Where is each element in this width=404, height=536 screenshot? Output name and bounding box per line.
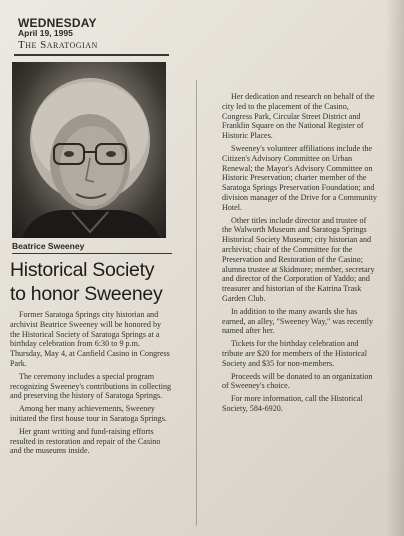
headline [10,258,175,306]
article-paragraph: Among her many achievements, Sweeney initiated the first house tour in Saratoga Springs. [10,404,167,423]
portrait-photo [12,62,166,238]
article-paragraph: Former Saratoga Springs city historian and archivist Beatrice Sweeney will be honored by the Historical Society of Saratoga Springs at a birthday celebration from 6:30 to 9 p.m. Thursday, May 4, at Canfield Casino in Congress Park. [10,310,170,368]
header-date: April 19, 1995 [18,28,73,38]
page-edge-shadow [386,0,404,536]
newspaper-name: The Saratogian [18,39,98,51]
header-rule [14,54,169,56]
article-paragraph: Other titles include director and trustee of the Walworth Museum and Saratoga Springs Historical Society Museum; city historian and archivist; chair of the Committee for the Preservation and Restoration of the Casino; alumna trustee at Skidmore; member, secretary and director of the Corporation of Yaddo; and treasurer and historian of the Katrina Trask Garden Club. [222,215,375,303]
portrait-illustration [12,62,166,238]
column-divider [196,80,197,526]
article-paragraph: For more information, call the Historical Society, 584-6920. [222,394,363,413]
article-paragraph: In addition to the many awards she has earned, an alley, "Sweeney Way," was recently named after her. [222,306,374,336]
article-paragraph: Her dedication and research on behalf of the city led to the placement of the Casino, Congress Park, Circular Street District and Franklin Square on the National Register of Historic Places. [222,92,375,141]
article-column-right [222,92,378,417]
headline-line-2: to honor Sweeney [10,283,163,305]
article-paragraph: Tickets for the birthday celebration and tribute are $20 for members of the Historical Society and $35 for non-members. [222,339,367,368]
header-day: WEDNESDAY [18,16,97,30]
article-paragraph: The ceremony includes a special program recognizing Sweeney's contributions in collecting and preserving the history of Saratoga Springs. [10,371,172,401]
caption-rule [12,253,172,254]
article-paragraph: Proceeds will be donated to an organization of Sweeney's choice. [222,371,373,391]
article-column-left [10,310,172,459]
article-paragraph: Her grant writing and fund-raising efforts resulted in restoration and repair of the Casino and the museums inside. [10,426,161,456]
article-paragraph: Sweeney's volunteer affiliations include the Citizen's Advisory Committee on Urban Renewal; the Mayor's Advisory Committee on Historic Preservation; charter member of the Saratoga Springs Preservation Foundation; and division manager of the Drive for a Community Hotel. [222,143,377,212]
headline-line-1: Historical Society [10,259,155,281]
photo-caption: Beatrice Sweeney [12,241,85,251]
